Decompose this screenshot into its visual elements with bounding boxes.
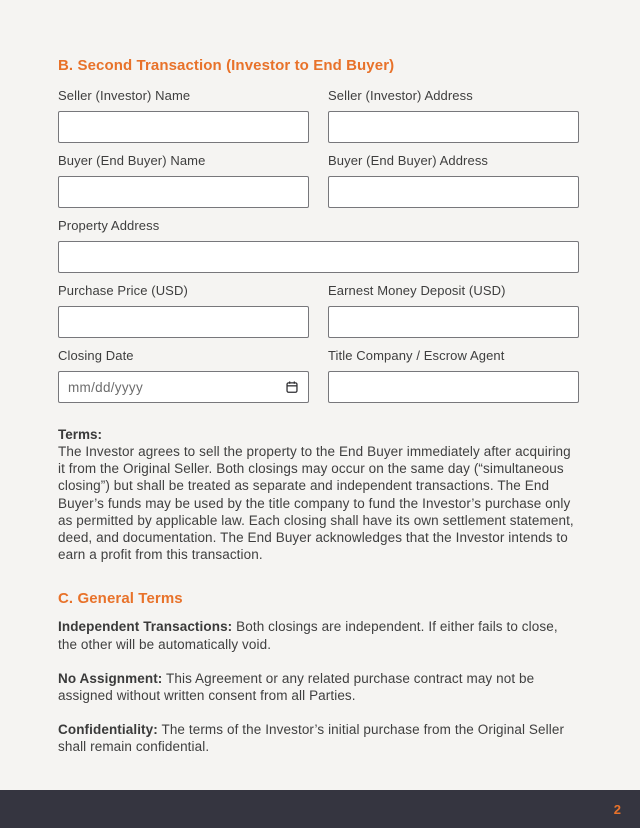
seller-investor-name-label: Seller (Investor) Name — [58, 88, 191, 103]
clause-confidentiality — [58, 721, 579, 755]
closing-date-input[interactable] — [58, 371, 309, 403]
page-number: 2 — [613, 801, 621, 817]
clause-independent-transactions-title: Independent Transactions: — [58, 619, 233, 635]
field-purchase-price — [58, 283, 309, 338]
closing-date-label: Closing Date — [58, 348, 134, 363]
seller-investor-address-input[interactable] — [328, 111, 579, 143]
closing-date-placeholder: mm/dd/yyyy — [68, 379, 144, 395]
page-content — [58, 57, 579, 773]
section-b-form — [58, 88, 579, 413]
earnest-money-deposit-input[interactable] — [328, 306, 579, 338]
seller-investor-address-label: Seller (Investor) Address — [328, 88, 473, 103]
clause-independent-transactions — [58, 618, 579, 652]
seller-investor-name-input[interactable] — [58, 111, 309, 143]
calendar-icon[interactable] — [285, 380, 299, 394]
title-company-escrow-agent-input[interactable] — [328, 371, 579, 403]
terms-body-text: The Investor agrees to sell the property to the End Buyer immediately after acquiring it from the Original Seller. Both closings may occur on the same day (“simultaneous closing”) but shall be treated as separate and independent transactions. The End Buyer’s funds may be used by the title company to fund the Investor’s purchase only as permitted by applicable law. Each closing shall have its own settlement statement, deed, and documentation. The End Buyer acknowledges that the Investor intends to earn a profit from this transaction. — [58, 444, 574, 563]
terms-block — [58, 426, 579, 563]
section-c-heading: C. General Terms — [58, 590, 183, 608]
field-closing-date — [58, 348, 309, 403]
property-address-label: Property Address — [58, 218, 160, 233]
clause-confidentiality-title: Confidentiality: — [58, 722, 158, 738]
purchase-price-label: Purchase Price (USD) — [58, 283, 188, 298]
earnest-money-deposit-label: Earnest Money Deposit (USD) — [328, 283, 506, 298]
clause-no-assignment-title: No Assignment: — [58, 670, 163, 686]
field-seller-investor-name — [58, 88, 309, 143]
clause-no-assignment — [58, 670, 579, 704]
section-b-heading: B. Second Transaction (Investor to End Buyer) — [58, 57, 395, 74]
title-company-escrow-agent-label: Title Company / Escrow Agent — [328, 348, 505, 363]
field-property-address — [58, 218, 579, 273]
purchase-price-input[interactable] — [58, 306, 309, 338]
property-address-input[interactable] — [58, 241, 579, 273]
terms-label: Terms: — [58, 427, 103, 442]
clause-independent-transactions-text: Both closings are independent. If either fails to close, the other will be automatically void. — [58, 619, 558, 652]
buyer-end-buyer-name-input[interactable] — [58, 176, 309, 208]
buyer-end-buyer-address-input[interactable] — [328, 176, 579, 208]
field-title-company-escrow-agent — [328, 348, 579, 403]
field-seller-investor-address — [328, 88, 579, 143]
field-buyer-end-buyer-address — [328, 153, 579, 208]
buyer-end-buyer-address-label: Buyer (End Buyer) Address — [328, 153, 489, 168]
field-earnest-money-deposit — [328, 283, 579, 338]
clause-no-assignment-text: This Agreement or any related purchase contract may not be assigned without written consent from all Parties. — [58, 670, 535, 704]
buyer-end-buyer-name-label: Buyer (End Buyer) Name — [58, 153, 206, 168]
page-footer — [0, 790, 640, 828]
field-buyer-end-buyer-name — [58, 153, 309, 208]
clause-confidentiality-text: The terms of the Investor’s initial purchase from the Original Seller shall remain confidential. — [58, 722, 565, 755]
